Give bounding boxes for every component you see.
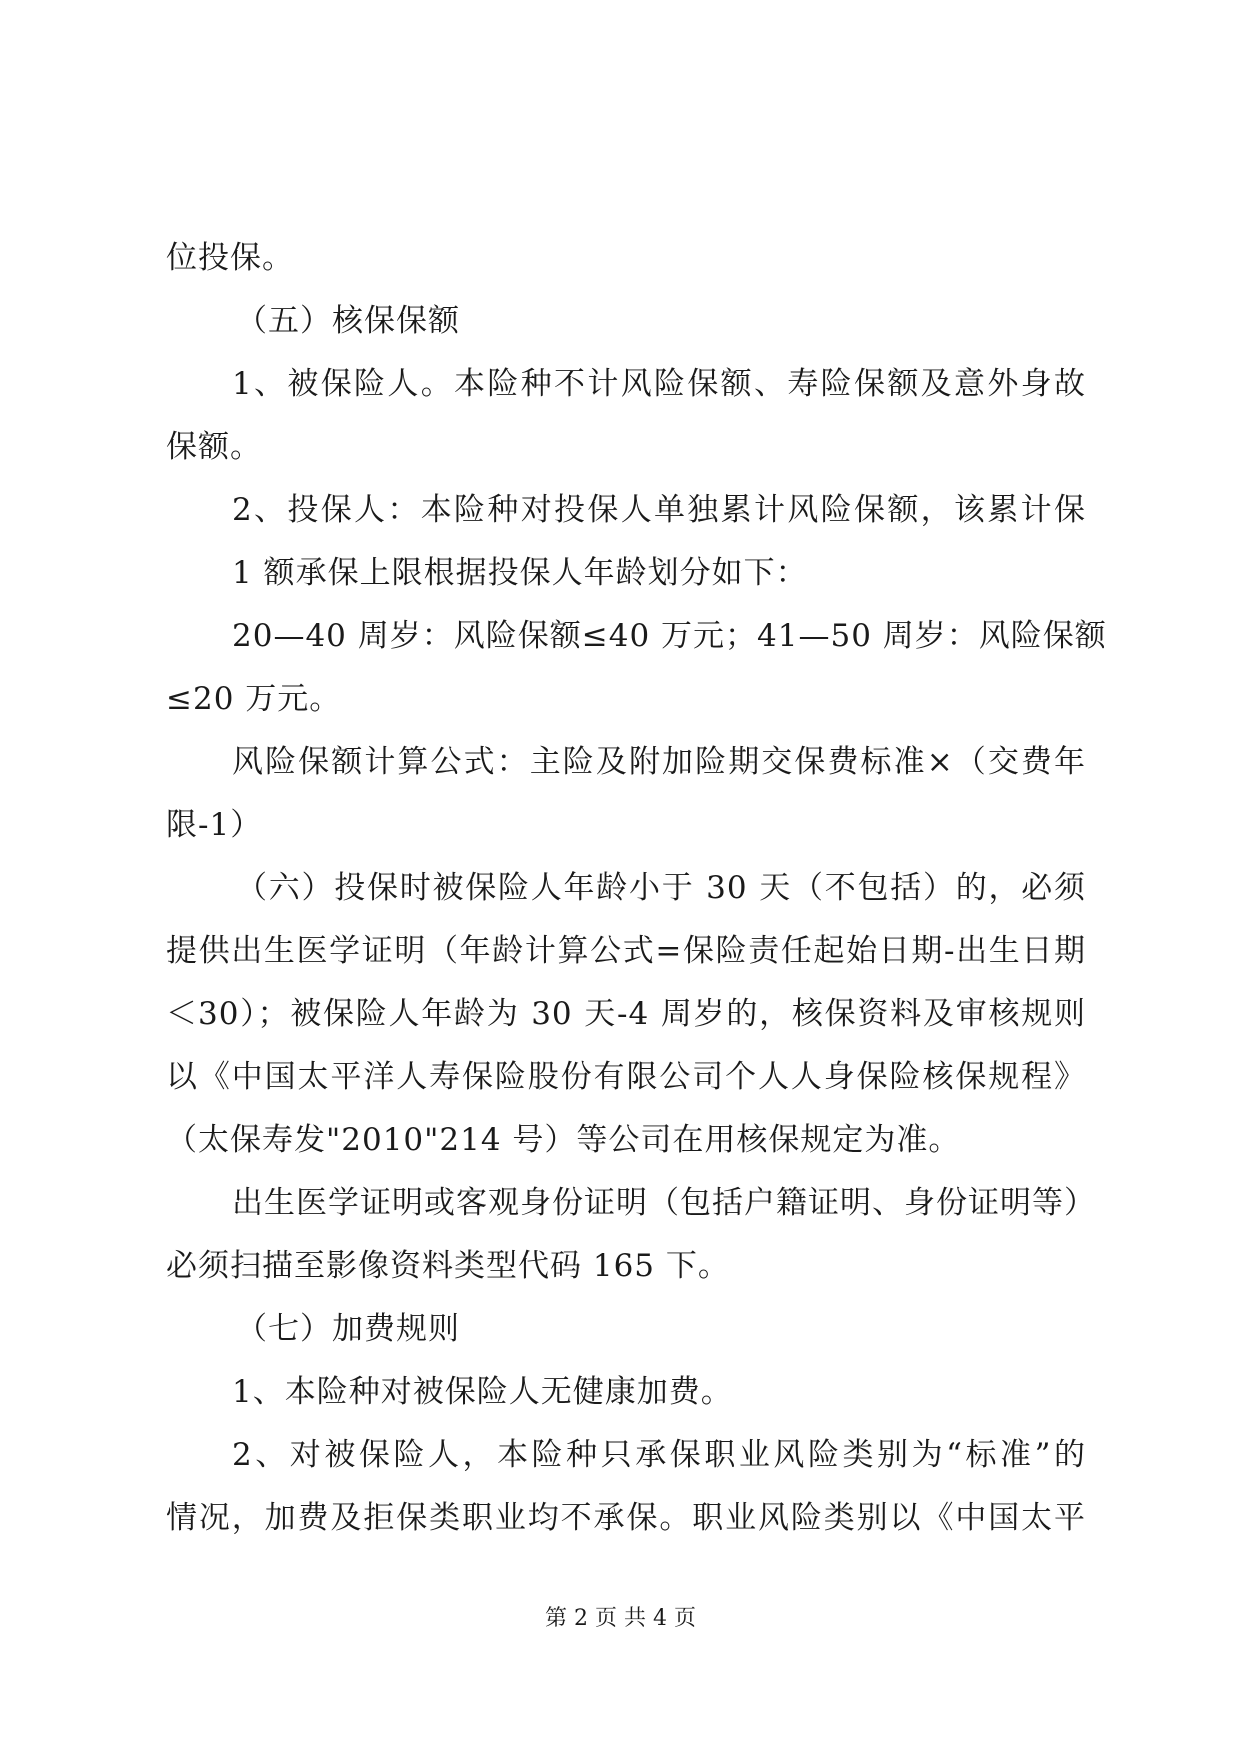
text-line: 20—40 周岁：风险保额≤40 万元；41—50 周岁：风险保额	[232, 618, 1107, 654]
page-footer: 第 2 页 共 4 页	[545, 1606, 696, 1631]
text-line: 2、对被保险人，本险种只承保职业风险类别为“标准”的	[232, 1437, 1086, 1473]
text-line: 1、被保险人。本险种不计风险保额、寿险保额及意外身故	[232, 366, 1086, 402]
text-line: 出生医学证明或客观身份证明（包括户籍证明、身份证明等）	[232, 1185, 1096, 1221]
text-line: 风险保额计算公式：主险及附加险期交保费标准×（交费年	[232, 744, 1086, 780]
text-line: 1 额承保上限根据投保人年龄划分如下：	[232, 555, 808, 591]
text-line: （太保寿发"2010"214 号）等公司在用核保规定为准。	[166, 1122, 961, 1158]
text-line: 情况，加费及拒保类职业均不承保。职业风险类别以《中国太平	[166, 1500, 1086, 1536]
text-line: （七）加费规则	[236, 1311, 460, 1347]
text-line: 2、投保人：本险种对投保人单独累计风险保额，该累计保	[232, 492, 1086, 528]
text-line: 保额。	[166, 429, 262, 465]
text-line: （六）投保时被保险人年龄小于 30 天（不包括）的，必须	[236, 870, 1086, 906]
text-line: 以《中国太平洋人寿保险股份有限公司个人人身保险核保规程》	[166, 1059, 1086, 1095]
text-line: （五）核保保额	[236, 303, 460, 339]
text-line: 提供出生医学证明（年龄计算公式=保险责任起始日期-出生日期	[166, 933, 1086, 969]
text-line: 限-1）	[166, 807, 263, 843]
text-line: 位投保。	[166, 240, 294, 276]
text-line: ＜30）；被保险人年龄为 30 天-4 周岁的，核保资料及审核规则	[166, 996, 1086, 1032]
text-line: 1、本险种对被保险人无健康加费。	[232, 1374, 733, 1410]
text-line: 必须扫描至影像资料类型代码 165 下。	[166, 1248, 730, 1284]
text-line: ≤20 万元。	[166, 681, 342, 717]
